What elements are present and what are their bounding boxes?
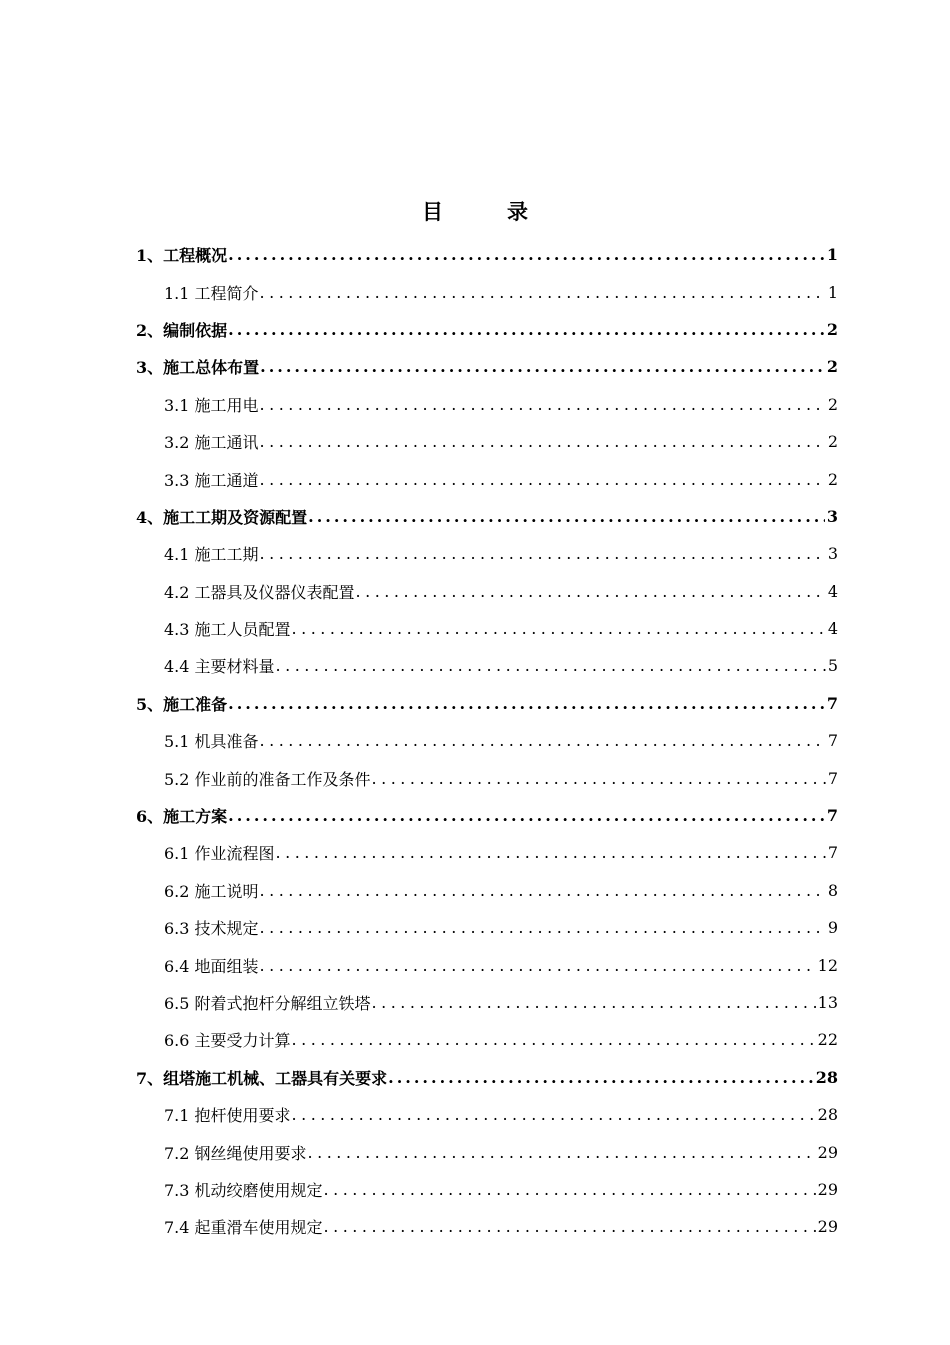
- toc-entry-label: 7.3 机动绞磨使用规定: [164, 1180, 323, 1200]
- toc-entry[interactable]: [136, 348, 838, 385]
- toc-entry-label: 6.3 技术规定: [164, 919, 259, 939]
- toc-entry[interactable]: [136, 1208, 838, 1245]
- toc-entry-label: 1、工程概况: [136, 246, 228, 266]
- toc-entry-page-number: 12: [817, 955, 838, 975]
- toc-dot-leader: [260, 283, 826, 302]
- toc-entry-page-number: 5: [827, 656, 838, 676]
- toc-entry[interactable]: [136, 236, 838, 273]
- toc-entry-label: 6.5 附着式抱杆分解组立铁塔: [164, 994, 371, 1013]
- toc-entry-label: 5、施工准备: [136, 694, 228, 714]
- toc-entry-label: 7、组塔施工机械、工器具有关要求: [136, 1068, 388, 1088]
- toc-entry-label: 7.1 抱杆使用要求: [164, 1106, 291, 1126]
- toc-entry-page-number: 4: [827, 581, 838, 601]
- toc-entry-label: 6、施工方案: [136, 807, 228, 827]
- toc-entry-label: 7.2 钢丝绳使用要求: [164, 1143, 307, 1163]
- toc-dot-leader: [356, 582, 826, 601]
- toc-entry[interactable]: [136, 1059, 838, 1096]
- toc-entry-label: 4、施工工期及资源配置: [136, 507, 308, 527]
- toc-entry[interactable]: [136, 946, 838, 983]
- toc-entry[interactable]: [136, 273, 838, 310]
- toc-entry[interactable]: [136, 1096, 838, 1133]
- toc-entry-page-number: 3: [827, 544, 838, 564]
- toc-dot-leader: [228, 320, 825, 339]
- toc-entry[interactable]: [136, 1021, 838, 1058]
- toc-entry[interactable]: [136, 498, 838, 535]
- toc-entry-page-number: 3: [826, 506, 838, 526]
- toc-dot-leader: [228, 245, 825, 264]
- toc-entry-page-number: 2: [827, 432, 838, 452]
- toc-entry-page-number: 2: [827, 394, 838, 414]
- toc-entry[interactable]: [136, 872, 838, 909]
- toc-entry[interactable]: [136, 610, 838, 647]
- toc-entry-page-number: 4: [827, 619, 838, 639]
- toc-entry-label: 4.3 施工人员配置: [164, 620, 291, 640]
- toc-entry[interactable]: [136, 909, 838, 946]
- toc-entry[interactable]: [136, 1133, 838, 1170]
- toc-entry-page-number: 22: [817, 1030, 838, 1050]
- toc-dot-leader: [260, 470, 826, 489]
- toc-entry[interactable]: [136, 1171, 838, 1208]
- toc-entry-label: 1.1 工程简介: [164, 283, 259, 303]
- toc-entry[interactable]: [136, 423, 838, 460]
- toc-entry[interactable]: [136, 984, 838, 1021]
- toc-entry-label: 3、施工总体布置: [136, 358, 260, 378]
- toc-entry-page-number: 29: [817, 1179, 838, 1199]
- toc-dot-leader: [292, 1030, 816, 1049]
- toc-entry-page-number: 1: [826, 245, 838, 265]
- toc-entry-page-number: 7: [826, 693, 838, 713]
- toc-dot-leader: [260, 731, 826, 750]
- toc-entry-label: 6.4 地面组装: [164, 956, 259, 976]
- toc-entry-page-number: 28: [817, 1105, 838, 1125]
- toc-dot-leader: [372, 769, 826, 788]
- toc-entry-label: 6.1 作业流程图: [164, 844, 275, 864]
- toc-dot-leader: [260, 357, 825, 376]
- toc-entry-label: 3.1 施工用电: [164, 395, 259, 415]
- toc-entry-label: 7.4 起重滑车使用规定: [164, 1218, 323, 1238]
- toc-dot-leader: [260, 881, 826, 900]
- toc-entry-label: 6.6 主要受力计算: [164, 1031, 291, 1051]
- toc-dot-leader: [276, 656, 826, 675]
- toc-dot-leader: [388, 1068, 814, 1087]
- toc-dot-leader: [260, 544, 826, 563]
- toc-entry-label: 3.3 施工通道: [164, 470, 259, 490]
- toc-entry-label: 4.4 主要材料量: [164, 657, 275, 677]
- page-title-right-char: 录: [507, 199, 528, 224]
- toc-dot-leader: [308, 1143, 816, 1162]
- toc-entry[interactable]: [136, 386, 838, 423]
- toc-entry-page-number: 28: [815, 1067, 838, 1087]
- toc-entry-page-number: 7: [827, 768, 838, 788]
- toc-entry[interactable]: [136, 797, 838, 834]
- toc-dot-leader: [260, 432, 826, 451]
- toc-entry-page-number: 29: [817, 1217, 838, 1237]
- toc-entry-page-number: 8: [827, 880, 838, 900]
- toc-dot-leader: [292, 619, 826, 638]
- toc-entry-label: 4.1 施工工期: [164, 545, 259, 565]
- page-title: [0, 196, 950, 226]
- toc-dot-leader: [260, 918, 826, 937]
- toc-entry-label: 4.2 工器具及仪器仪表配置: [164, 582, 355, 602]
- toc-entry-page-number: 1: [827, 282, 838, 302]
- toc-entry-label: 2、编制依据: [136, 320, 228, 340]
- toc-entry-label: 3.2 施工通讯: [164, 433, 259, 453]
- toc-entry[interactable]: [136, 535, 838, 572]
- toc-dot-leader: [260, 395, 826, 414]
- table-of-contents: [136, 236, 838, 1246]
- toc-entry-page-number: 2: [827, 469, 838, 489]
- toc-entry-page-number: 7: [827, 731, 838, 751]
- toc-entry-page-number: 9: [827, 918, 838, 938]
- toc-entry[interactable]: [136, 573, 838, 610]
- toc-entry[interactable]: [136, 685, 838, 722]
- toc-entry-page-number: 29: [817, 1142, 838, 1162]
- toc-dot-leader: [228, 694, 825, 713]
- toc-dot-leader: [260, 956, 816, 975]
- toc-dot-leader: [228, 806, 825, 825]
- toc-dot-leader: [324, 1217, 816, 1236]
- toc-entry[interactable]: [136, 722, 838, 759]
- toc-entry-label: 5.2 作业前的准备工作及条件: [164, 769, 371, 789]
- toc-dot-leader: [324, 1180, 816, 1199]
- toc-dot-leader: [292, 1105, 816, 1124]
- page-title-left-char: 目: [422, 199, 443, 224]
- toc-dot-leader: [372, 993, 816, 1012]
- toc-entry-label: 6.2 施工说明: [164, 881, 259, 901]
- toc-entry[interactable]: [136, 460, 838, 497]
- toc-entry-page-number: 2: [826, 319, 838, 339]
- toc-entry-page-number: 7: [826, 806, 838, 826]
- toc-entry-page-number: 13: [817, 993, 838, 1012]
- toc-dot-leader: [276, 843, 826, 862]
- toc-dot-leader: [308, 507, 825, 526]
- toc-entry[interactable]: [136, 834, 838, 871]
- toc-entry[interactable]: [136, 311, 838, 348]
- toc-entry-page-number: 2: [826, 357, 838, 377]
- toc-entry[interactable]: [136, 647, 838, 684]
- toc-entry-page-number: 7: [827, 843, 838, 863]
- toc-entry[interactable]: [136, 759, 838, 796]
- toc-entry-label: 5.1 机具准备: [164, 732, 259, 752]
